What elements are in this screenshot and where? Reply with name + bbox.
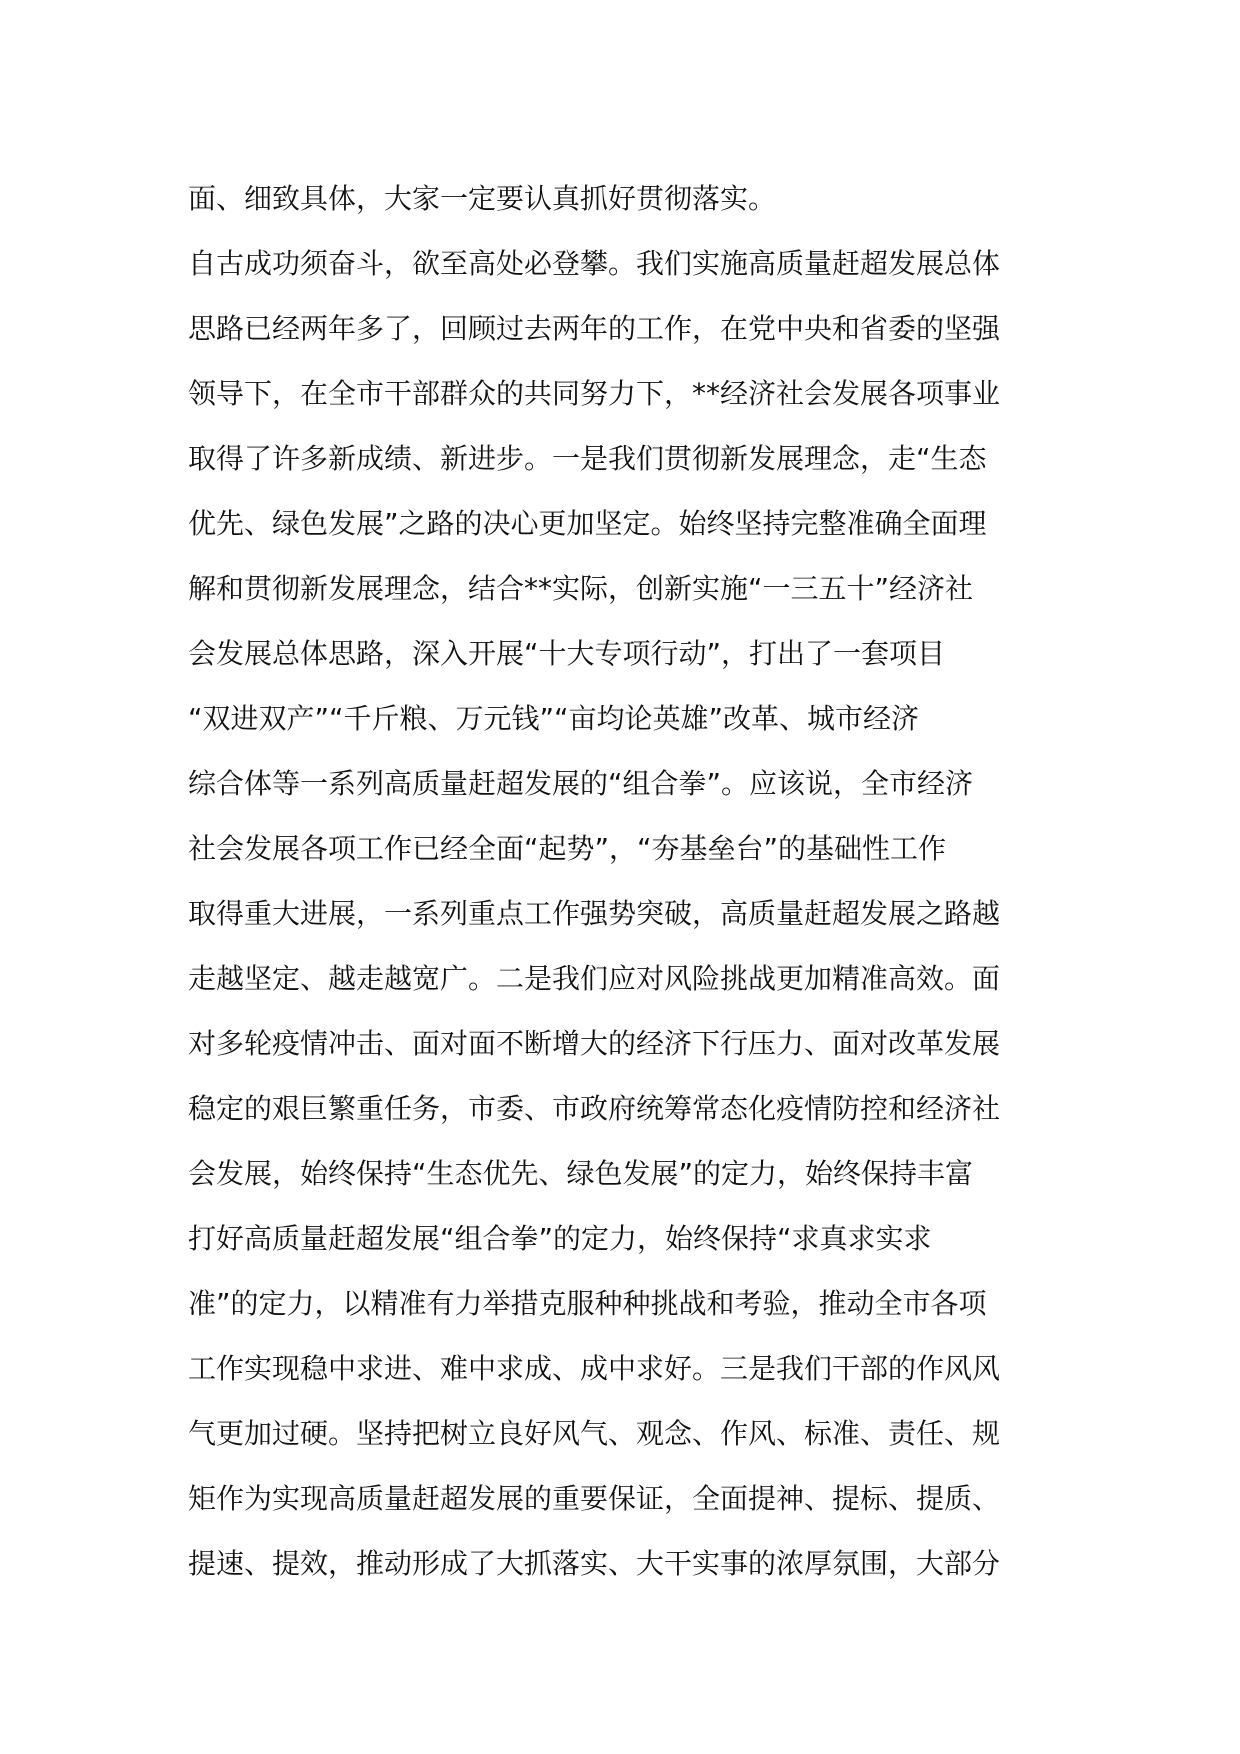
- text-line: 思路已经两年多了，回顾过去两年的工作，在党中央和省委的坚强: [188, 312, 1001, 345]
- text-line: 对多轮疫情冲击、面对面不断增大的经济下行压力、面对改革发展: [188, 1027, 1001, 1060]
- body-text: [188, 166, 1058, 1596]
- text-line: 自古成功须奋斗，欲至高处必登攀。我们实施高质量赶超发展总体: [188, 247, 1001, 280]
- text-line: 会发展，始终保持“生态优先、绿色发展”的定力，始终保持丰富: [188, 1157, 974, 1190]
- text-line: 取得重大进展，一系列重点工作强势突破，高质量赶超发展之路越: [188, 897, 1001, 930]
- text-line: 社会发展各项工作已经全面“起势”，“夯基垒台”的基础性工作: [188, 832, 947, 865]
- text-line: 打好高质量赶超发展“组合拳”的定力，始终保持“求真求实求: [188, 1222, 932, 1255]
- text-line: 提速、提效，推动形成了大抓落实、大干实事的浓厚氛围，大部分: [188, 1547, 1001, 1580]
- text-line: 矩作为实现高质量赶超发展的重要保证，全面提神、提标、提质、: [188, 1482, 1001, 1515]
- text-line: 气更加过硬。坚持把树立良好风气、观念、作风、标准、责任、规: [188, 1417, 1001, 1450]
- text-line: 工作实现稳中求进、难中求成、成中求好。三是我们干部的作风风: [188, 1352, 1001, 1385]
- text-line: 面、细致具体，大家一定要认真抓好贯彻落实。: [188, 182, 777, 215]
- text-line: 会发展总体思路，深入开展“十大专项行动”，打出了一套项目: [188, 637, 946, 670]
- text-line: 解和贯彻新发展理念，结合**实际，创新实施“一三五十”经济社: [188, 572, 974, 605]
- text-line: 走越坚定、越走越宽广。二是我们应对风险挑战更加精准高效。面: [188, 962, 1001, 995]
- text-line: 取得了许多新成绩、新进步。一是我们贯彻新发展理念，走“生态: [188, 442, 987, 475]
- text-line: 优先、绿色发展”之路的决心更加坚定。始终坚持完整准确全面理: [188, 507, 987, 540]
- text-line: 领导下，在全市干部群众的共同努力下，**经济社会发展各项事业: [188, 377, 1001, 410]
- text-line: 准”的定力，以精准有力举措克服种种挑战和考验，推动全市各项: [188, 1287, 987, 1320]
- text-line: “双进双产”“千斤粮、万元钱”“亩均论英雄”改革、城市经济: [188, 702, 920, 735]
- text-line: 稳定的艰巨繁重任务，市委、市政府统筹常态化疫情防控和经济社: [188, 1092, 1001, 1125]
- text-line: 综合体等一系列高质量赶超发展的“组合拳”。应该说，全市经济: [188, 767, 974, 800]
